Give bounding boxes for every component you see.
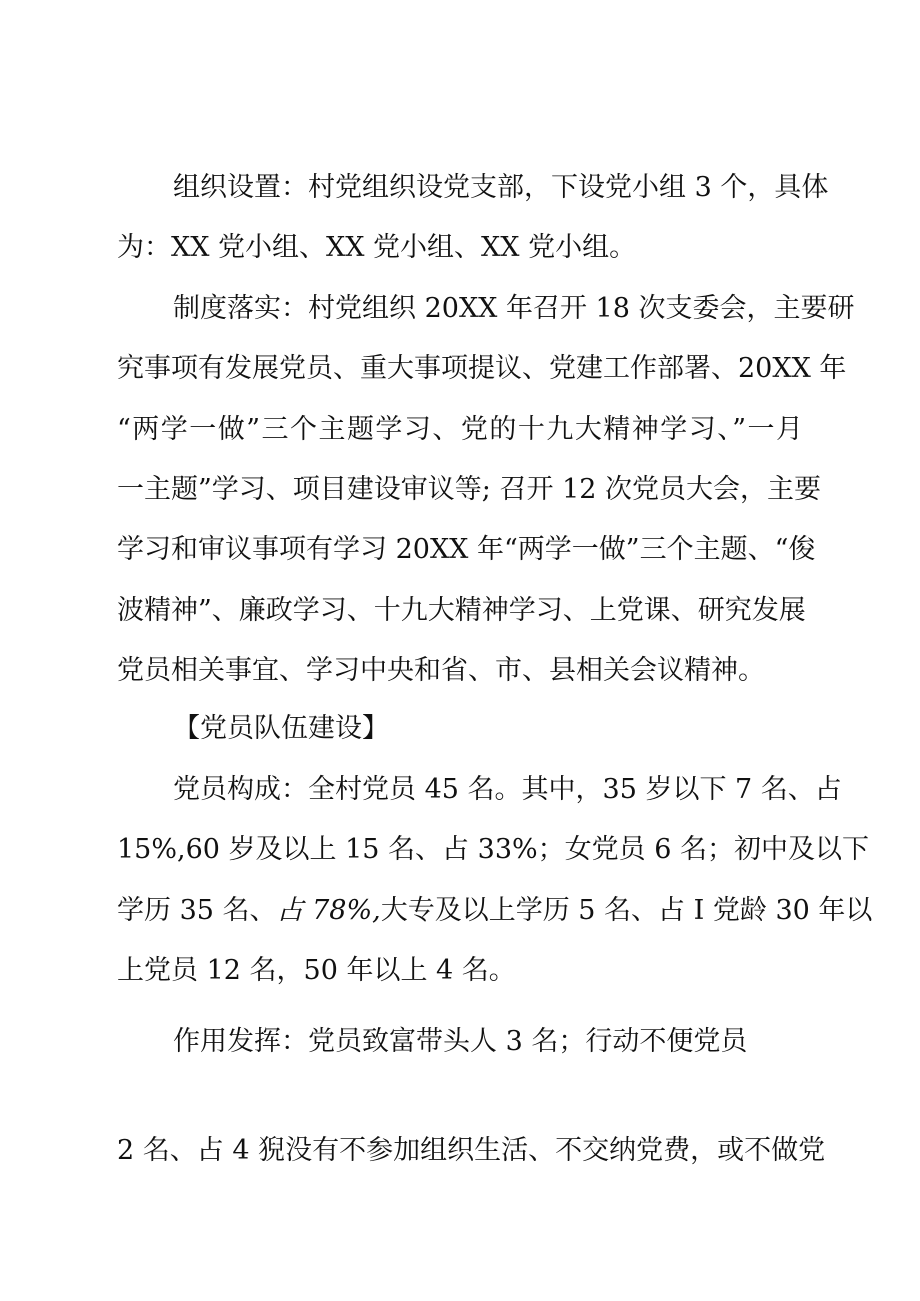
para-composition-line-3-italic: 占 78%, (276, 895, 381, 926)
section-heading: 【党员队伍建设】 (173, 713, 389, 744)
para-system-line-3: “两学一做”三个主题学习、党的十九大精神学习、”一月 (117, 414, 803, 445)
para-org-line-1: 组织设置：村党组织设党支部，下设党小组 3 个，具体 (173, 172, 829, 203)
para-role-line-2: 2 名、占 4 猊没有不参加组织生活、不交纳党费，或不做党 (117, 1135, 826, 1166)
para-composition-line-3 (117, 894, 873, 928)
para-system-line-7: 党员相关事宜、学习中央和省、市、县相关会议精神。 (117, 655, 765, 686)
para-composition-line-4: 上党员 12 名，50 年以上 4 名。 (117, 955, 516, 986)
para-system-line-4: 一主题”学习、项目建设审议等; 召开 12 次党员大会，主要 (117, 474, 822, 505)
para-system-line-6: 波精神”、廉政学习、十九大精神学习、上党课、研究发展 (117, 595, 806, 626)
para-system-line-5: 学习和审议事项有学习 20XX 年“两学一做”三个主题、“俊 (117, 534, 816, 565)
para-role-line-1: 作用发挥：党员致富带头人 3 名；行动不便党员 (173, 1026, 748, 1057)
para-org-line-2: 为：XX 党小组、XX 党小组、XX 党小组。 (117, 232, 637, 263)
para-system-line-1: 制度落实：村党组织 20XX 年召开 18 次支委会，主要研 (173, 293, 855, 324)
para-composition-line-2: 15%,60 岁及以上 15 名、占 33%；女党员 6 名；初中及以下 (117, 834, 869, 865)
para-system-line-2: 究事项有发展党员、重大事项提议、党建工作部署、20XX 年 (117, 353, 847, 384)
para-composition-line-1: 党员构成：全村党员 45 名。其中，35 岁以下 7 名、占 (173, 774, 842, 805)
para-composition-line-3-part-b: 大专及以上学历 5 名、占 I 党龄 30 年以 (380, 895, 873, 926)
para-composition-line-3-part-a: 学历 35 名、 (117, 895, 277, 926)
